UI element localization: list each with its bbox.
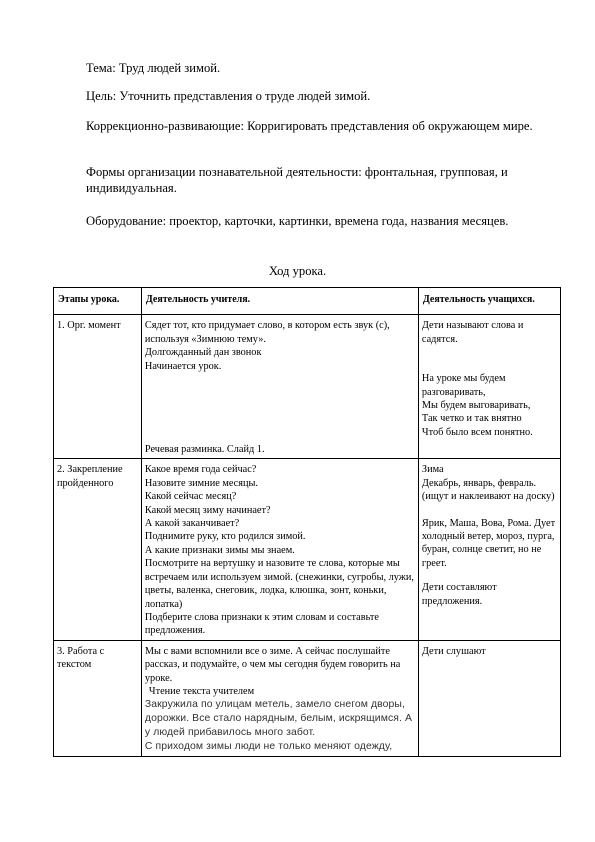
teacher-line: Какой месяц зиму начинает? bbox=[144, 504, 271, 516]
lesson-title: Ход урока. bbox=[268, 264, 327, 278]
header-teacher: Деятельность учителя. bbox=[141, 288, 418, 315]
students-line: Декабрь, январь, февраль.(ищут и наклеивают на доску) bbox=[421, 477, 555, 503]
students-line: Дети составляют предложения. bbox=[421, 582, 497, 607]
stage-cell: 1. Орг. момент bbox=[54, 315, 142, 459]
poem-line: Чтоб было всем понятно. bbox=[421, 426, 533, 438]
forms-line: Формы организации познавательной деятельности: фронтальная, групповая, и индивидуальная. bbox=[86, 165, 508, 195]
teacher-line: Мы с вами вспомнили все о зиме. А сейчас послушайте рассказ, и подумайте, о чем мы сегодня будем говорить на уроке. bbox=[144, 645, 401, 684]
teacher-line: Какое время года сейчас? bbox=[144, 464, 257, 476]
students-line: Ярик, Маша, Вова, Рома. Дует холодный ветер, мороз, пурга, буран, солнце светит, но не греет. bbox=[421, 517, 556, 569]
stage-cell: 2. Закрепление пройденного bbox=[54, 459, 142, 640]
equipment-line: Оборудование: проектор, карточки, картинки, времена года, названия месяцев. bbox=[86, 214, 509, 228]
teacher-line: Назовите зимние месяцы. bbox=[144, 477, 258, 489]
teacher-line: Чтение текста учителем bbox=[148, 685, 255, 697]
table-header-row bbox=[54, 288, 561, 315]
correction-line: Коррекционно-развивающие: Корригировать представления об окружающем мире. bbox=[86, 119, 533, 133]
teacher-cell bbox=[141, 459, 418, 640]
teacher-line: Какой сейчас месяц? bbox=[144, 491, 237, 503]
teacher-line: Подберите слова признаки к этим словам и составьте предложения. bbox=[144, 611, 379, 637]
lesson-table bbox=[53, 287, 561, 757]
students-cell: Дети слушают bbox=[418, 640, 560, 757]
teacher-line: Посмотрите на вертушку и назовите те слова, которые мы встречаем или используем зимой. (снежинки, сугробы, лужи, цветы, валенка, снеговик, лодка, клюшка, зонт, коньки, лопатка) bbox=[144, 558, 415, 610]
students-cell bbox=[418, 459, 560, 640]
table-row bbox=[54, 459, 561, 640]
teacher-line: Начинается урок. bbox=[144, 360, 222, 372]
teacher-line: Поднимите руку, кто родился зимой. bbox=[144, 531, 306, 543]
table-row bbox=[54, 315, 561, 459]
teacher-line: А какие признаки зимы мы знаем. bbox=[144, 544, 295, 556]
reading-text: С приходом зимы люди не только меняют одежду, bbox=[144, 741, 393, 753]
teacher-cell bbox=[141, 640, 418, 757]
teacher-line: Долгожданный дан звонок bbox=[144, 347, 262, 359]
teacher-cell bbox=[141, 315, 418, 459]
topic-line: Тема: Труд людей зимой. bbox=[86, 61, 221, 75]
reading-text: Закружила по улицам метель, замело снегом дворы, дорожки. Все стало нарядным, белым, искрящимся. А у людей прибавилось много забот. bbox=[144, 699, 412, 739]
stage-cell: 3. Работа с текстом bbox=[54, 640, 142, 757]
goal-line: Цель: Уточнить представления о труде людей зимой. bbox=[86, 89, 371, 103]
poem-line: Мы будем выговаривать, bbox=[421, 400, 531, 412]
students-line: Дети называют слова и садятся. bbox=[421, 320, 524, 345]
poem-line: Так четко и так внятно bbox=[421, 413, 522, 425]
teacher-line: Речевая разминка. Слайд 1. bbox=[144, 444, 265, 456]
table-row bbox=[54, 640, 561, 757]
header-stages: Этапы урока. bbox=[54, 288, 142, 315]
teacher-line: А какой заканчивает? bbox=[144, 518, 240, 530]
students-cell bbox=[418, 315, 560, 459]
students-line: Зима bbox=[421, 464, 444, 476]
teacher-line: Сядет тот, кто придумает слово, в котором есть звук (с), используя «Зимнюю тему». bbox=[144, 320, 390, 345]
poem-line: На уроке мы будем разговаривать, bbox=[421, 373, 506, 398]
header-students: Деятельность учащихся. bbox=[418, 288, 560, 315]
